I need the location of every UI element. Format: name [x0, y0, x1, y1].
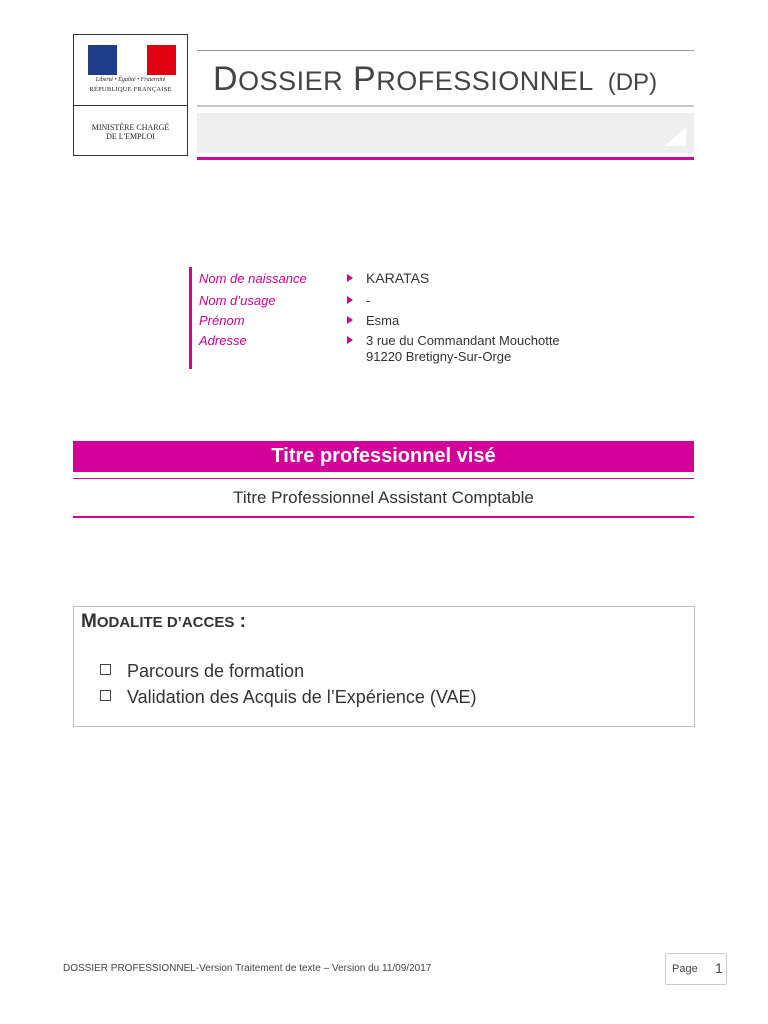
modalite-title	[81, 611, 246, 633]
option-label: Validation des Acquis de l’Expérience (VAE)	[127, 687, 477, 707]
page-label: Page	[672, 963, 698, 975]
title-rest-2: ROFESSIONNEL	[376, 66, 594, 96]
identity-value-address	[366, 333, 560, 365]
page-title	[213, 60, 657, 99]
identity-value: -	[366, 293, 371, 308]
header-top-rule	[197, 50, 694, 51]
bullet-arrow-icon	[347, 336, 353, 344]
bullet-arrow-icon	[347, 316, 353, 324]
page-number: 1	[715, 960, 723, 976]
bullet-arrow-icon	[347, 296, 353, 304]
title-cap-1: D	[213, 60, 239, 98]
identity-label: Nom d’usage	[199, 293, 276, 308]
modalite-title-cap: M	[81, 611, 97, 632]
titre-rule	[73, 516, 694, 518]
checkbox-icon[interactable]	[100, 690, 111, 701]
republic-motto: Liberté • Égalité • Fraternité	[95, 77, 166, 83]
identity-value: Esma	[366, 313, 400, 328]
identity-accent-bar	[189, 267, 192, 369]
modalite-title-rest: ODALITE D’ACCES	[96, 614, 235, 631]
ministry-line-2: DE L'EMPLOI	[106, 132, 155, 141]
identity-label: Adresse	[199, 333, 247, 348]
option-parcours-formation[interactable]	[100, 661, 304, 682]
ministry-line-1: MINISTÈRE CHARGÉ	[91, 123, 170, 132]
page-number-box	[665, 953, 727, 985]
modalite-title-colon: :	[234, 611, 246, 632]
titre-banner: Titre professionnel visé	[73, 441, 694, 472]
identity-label: Prénom	[199, 313, 245, 328]
footer-text: DOSSIER PROFESSIONNEL-Version Traitement de texte – Version du 11/09/2017	[63, 963, 432, 974]
address-line-1: 3 rue du Commandant Mouchotte	[366, 333, 560, 348]
option-vae[interactable]	[100, 687, 477, 708]
republic-name: RÉPUBLIQUE FRANÇAISE	[89, 86, 172, 93]
bullet-arrow-icon	[347, 274, 353, 282]
header-bottom-rule	[197, 157, 694, 160]
title-rest-1: OSSIER	[238, 66, 344, 96]
republic-logo	[74, 35, 187, 106]
identity-label: Nom de naissance	[199, 271, 307, 286]
checkbox-icon[interactable]	[100, 664, 111, 675]
ministry-name	[74, 123, 187, 141]
header-mid-rule	[197, 105, 694, 107]
ministry-logo	[73, 34, 188, 156]
corner-triangle-icon	[664, 128, 686, 146]
titre-banner-rule	[73, 478, 694, 479]
identity-value: KARATAS	[366, 270, 430, 286]
option-label: Parcours de formation	[127, 661, 305, 681]
titre-value: Titre Professionnel Assistant Comptable	[233, 488, 534, 507]
modalite-box	[73, 606, 695, 727]
marianne-flag-icon	[88, 45, 176, 75]
address-line-2: 91220 Bretigny-Sur-Orge	[366, 349, 512, 364]
header-band	[197, 113, 694, 153]
title-abbrev: (DP)	[607, 69, 658, 96]
title-cap-2: P	[353, 60, 377, 98]
